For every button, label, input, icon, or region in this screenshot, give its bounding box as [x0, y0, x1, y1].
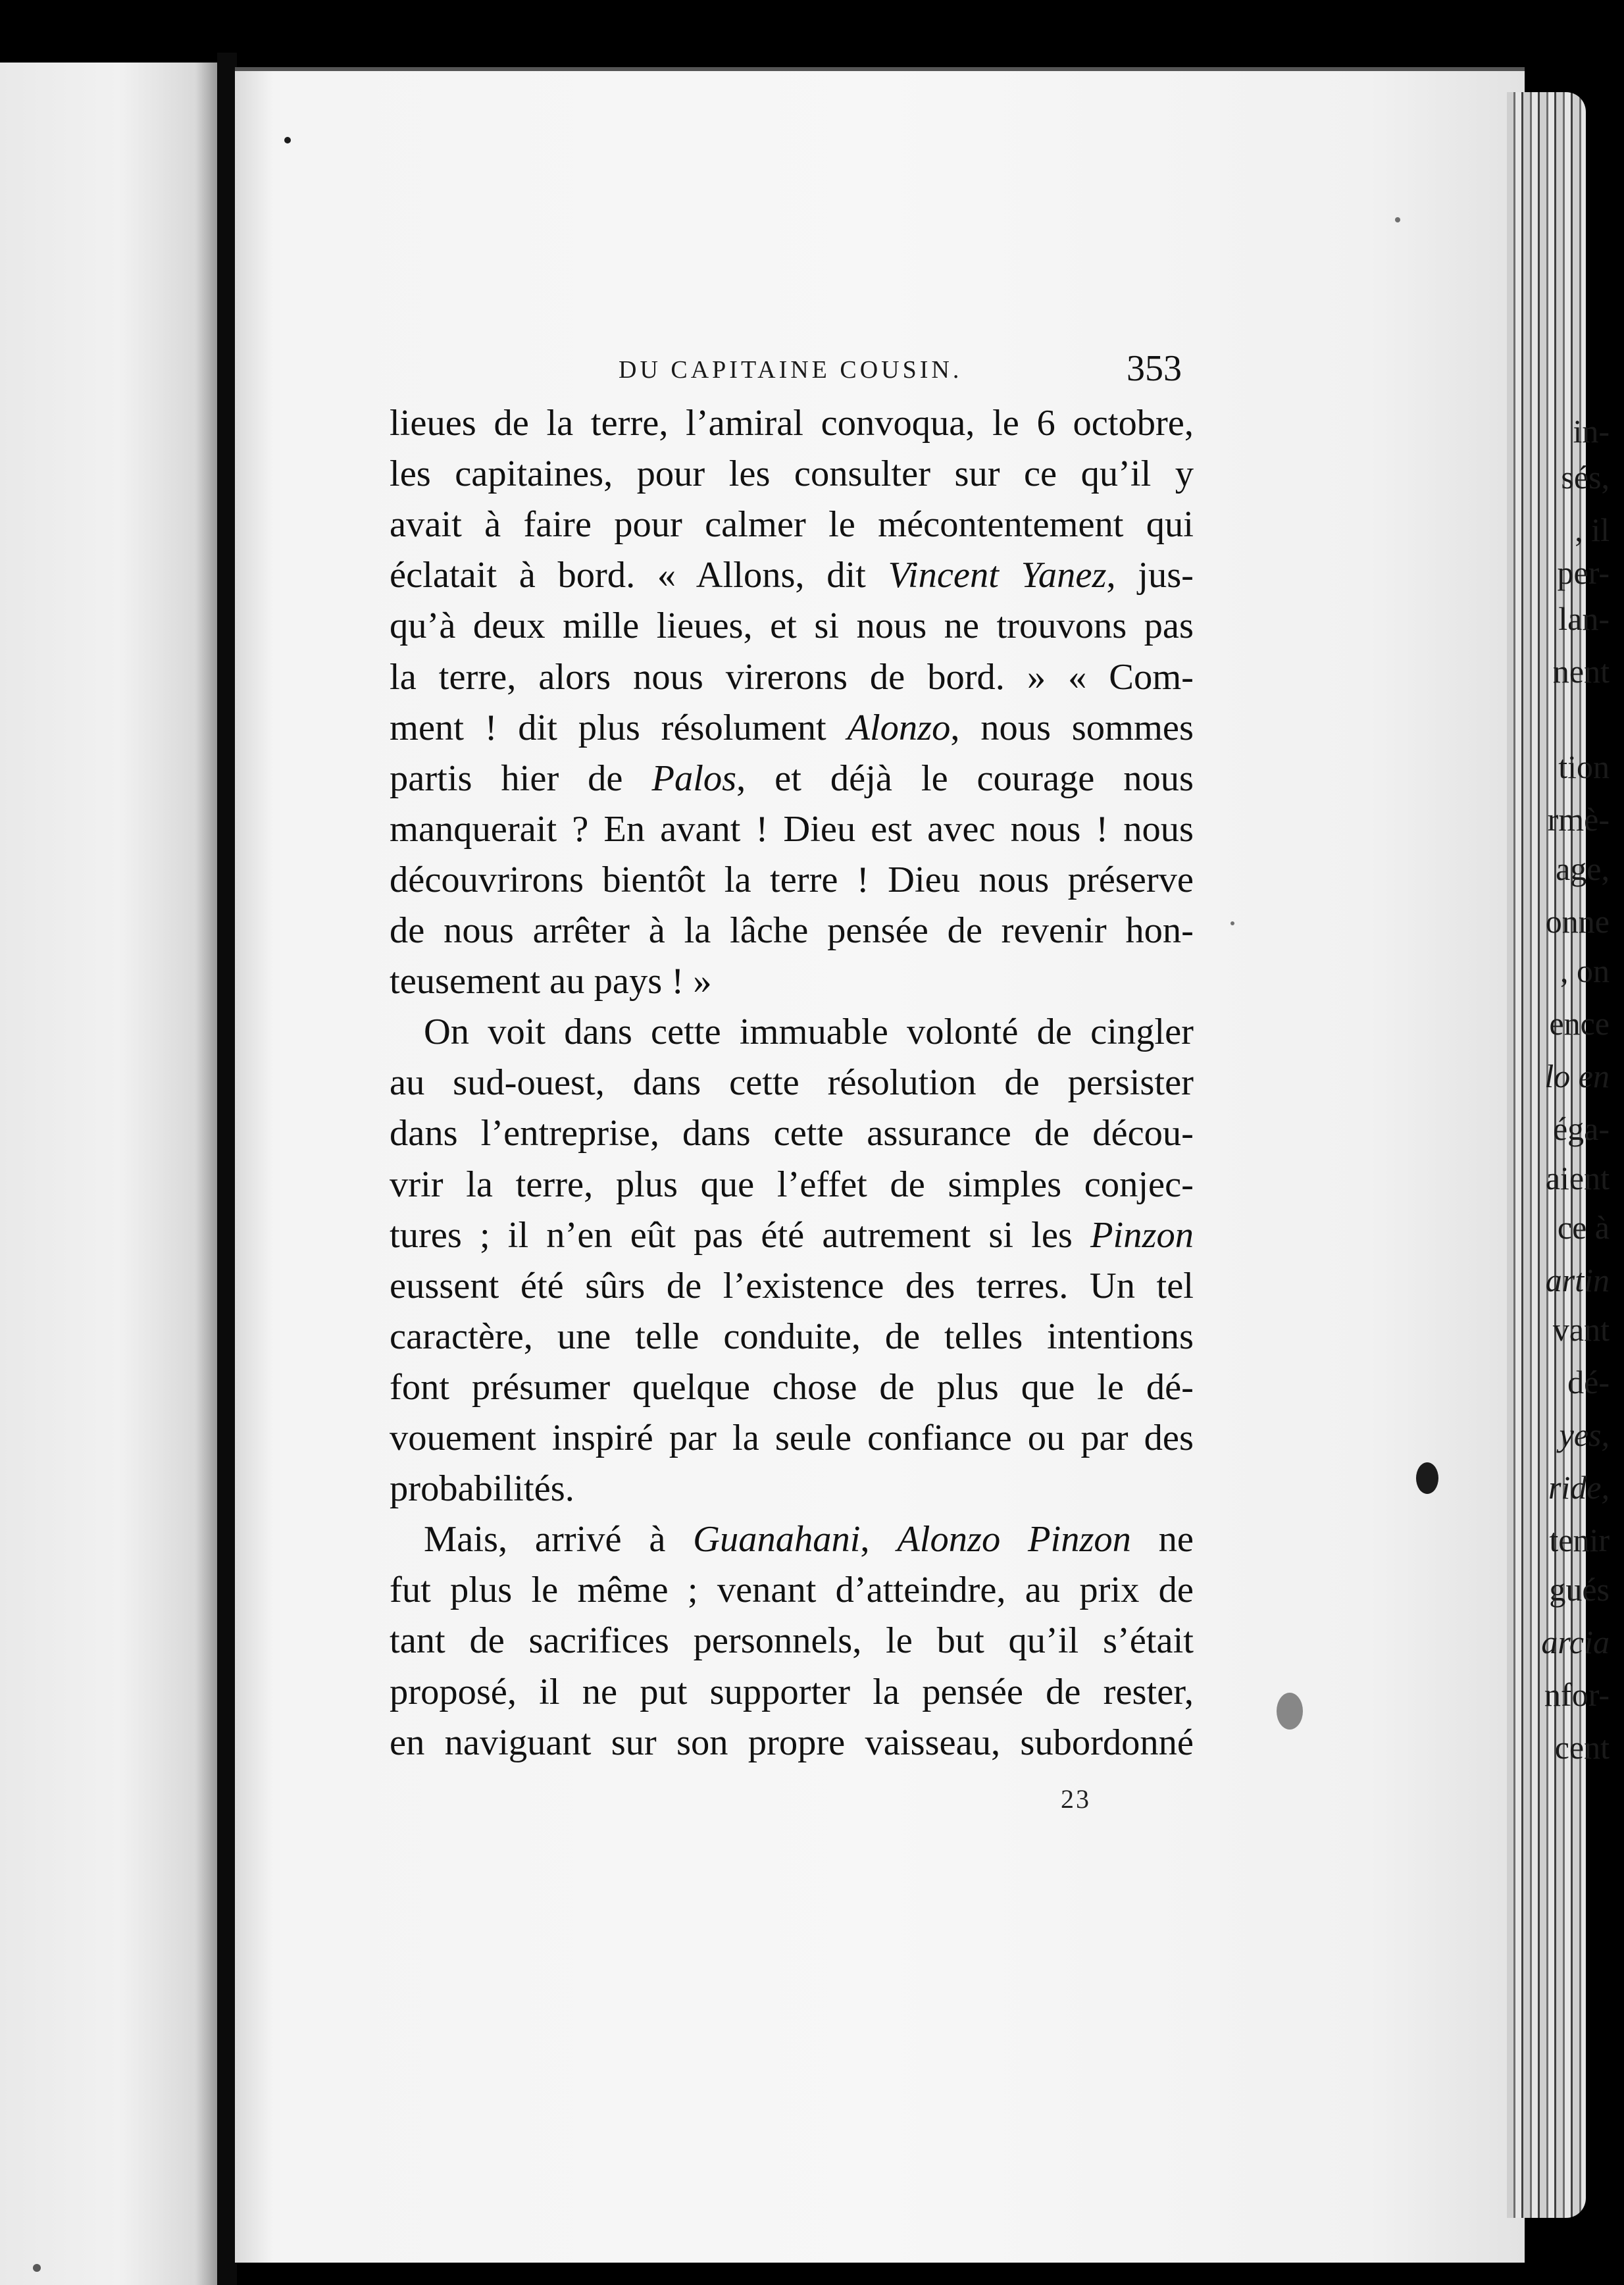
left-page-line: tion: [1558, 748, 1610, 785]
left-page-line: rmè-: [1547, 801, 1610, 838]
body-line: [390, 1671, 1194, 1712]
left-page-line: per-: [1557, 554, 1610, 591]
left-page-line: nfor-: [1544, 1676, 1610, 1713]
text-run: partis hier de: [390, 757, 652, 799]
text-run: ,: [860, 1519, 898, 1560]
italic-name: Vincent Yanez: [888, 555, 1107, 596]
left-page-line: , on: [1560, 952, 1610, 989]
left-page-line: lan-: [1558, 600, 1610, 637]
body-line: [390, 1265, 1194, 1306]
text-run: proposé, il ne put supporter la pensée de rester,: [390, 1671, 1194, 1712]
text-run: ne: [1130, 1519, 1194, 1560]
left-page-line: vant: [1552, 1311, 1610, 1348]
body-line: [390, 1521, 1194, 1558]
body-line: [390, 405, 1194, 442]
ink-speck: [1416, 1462, 1438, 1494]
left-page-line: tenir: [1549, 1522, 1610, 1558]
body-line: [390, 1724, 1194, 1762]
italic-name: Pinzon: [1090, 1214, 1194, 1256]
left-page-line: dé-: [1567, 1364, 1610, 1400]
text-run: manquerait ? En avant ! Dieu est avec nous ! nous: [390, 808, 1194, 850]
text-run: dans l’entreprise, dans cette assurance de décou-: [390, 1113, 1194, 1154]
left-page-line: ence: [1549, 1005, 1610, 1042]
body-line: [390, 861, 1194, 899]
text-run: vouement inspiré par la seule confiance ou par des: [390, 1418, 1194, 1458]
page-edges: [1507, 92, 1586, 2218]
italic-name: Alonzo Pinzon: [897, 1519, 1131, 1560]
ink-speck: [284, 137, 291, 143]
ink-speck: [1231, 921, 1234, 925]
italic-name: Palos: [651, 757, 737, 799]
left-page-line: age,: [1556, 850, 1610, 887]
left-page-line: nent: [1552, 653, 1610, 690]
text-run: éclatait à bord. « Allons, dit: [390, 555, 888, 596]
body-line: [390, 1318, 1194, 1356]
left-page-line: aient: [1545, 1160, 1610, 1196]
body-line: [390, 808, 1194, 850]
ink-speck: [33, 2264, 41, 2272]
body-line: [390, 1572, 1194, 1609]
body-line: [390, 709, 1194, 747]
running-head: DU CAPITAINE COUSIN.: [619, 356, 963, 384]
body-line: [390, 1064, 1194, 1102]
left-page-line: sés,: [1561, 459, 1610, 496]
body-line: [390, 1115, 1194, 1152]
body-line: [390, 1420, 1194, 1457]
left-page-line: onne: [1545, 903, 1610, 940]
book-gutter: [217, 53, 237, 2285]
left-page-line: artin: [1545, 1262, 1610, 1298]
text-run: probabilités.: [390, 1468, 574, 1510]
body-line: [390, 963, 1194, 1000]
body-line: [390, 757, 1194, 799]
ink-speck: [1395, 217, 1400, 222]
text-run: lieues de la terre, l’amiral convoqua, le 6 octobre,: [390, 403, 1194, 444]
text-run: On voit dans cette immuable volonté de cingler: [424, 1012, 1194, 1053]
text-run: teusement au pays ! »: [390, 961, 712, 1002]
italic-name: Guanahani: [693, 1519, 861, 1560]
signature-mark: 23: [1061, 1784, 1091, 1814]
body-line: [390, 1014, 1194, 1051]
left-page-line: arcia: [1541, 1624, 1610, 1660]
text-run: , nous sommes: [950, 707, 1194, 748]
text-run: vrir la terre, plus que l’effet de simples conjec-: [390, 1164, 1194, 1205]
left-facing-page: [0, 63, 217, 2285]
text-run: tures ; il n’en eût pas été autrement si les: [390, 1214, 1091, 1256]
body-line: [390, 656, 1194, 698]
body-line: [390, 607, 1194, 645]
body-line: [390, 557, 1194, 594]
left-page-line: lo en: [1544, 1058, 1610, 1094]
text-run: font présumer quelque chose de plus que le dé-: [390, 1366, 1194, 1408]
text-run: tant de sacrifices personnels, le but qu’il s’était: [390, 1620, 1194, 1662]
left-page-line: ce à: [1557, 1209, 1610, 1246]
left-page-line: , il: [1575, 511, 1610, 548]
text-run: eussent été sûrs de l’existence des terres. Un tel: [390, 1265, 1194, 1306]
text-run: , jus-: [1106, 555, 1194, 596]
left-page-line: ride,: [1548, 1469, 1610, 1506]
left-page-line: gués: [1549, 1571, 1610, 1608]
left-page-line: éga-: [1552, 1110, 1610, 1147]
page-number: 353: [1127, 348, 1182, 389]
body-line: [390, 455, 1194, 493]
text-run: qu’à deux mille lieues, et si nous ne trouvons pas: [390, 605, 1194, 647]
left-page-line: cent: [1554, 1729, 1610, 1766]
text-run: au sud-ouest, dans cette résolution de persister: [390, 1062, 1194, 1104]
left-page-line: in-: [1573, 413, 1610, 449]
text-run: découvrirons bientôt la terre ! Dieu nous préserve: [390, 859, 1194, 900]
text-run: caractère, une telle conduite, de telles intentions: [390, 1316, 1194, 1357]
text-run: ment ! dit plus résolument: [390, 707, 848, 748]
italic-name: Alonzo: [847, 707, 951, 748]
body-line: [390, 1366, 1194, 1408]
text-run: la terre, alors nous virerons de bord. » « Com-: [390, 656, 1194, 698]
text-run: Mais, arrivé à: [424, 1519, 694, 1560]
text-run: fut plus le même ; venant d’atteindre, au prix de: [390, 1570, 1194, 1611]
text-run: les capitaines, pour les consulter sur ce qu’il y: [390, 453, 1194, 495]
left-page-line: yes,: [1559, 1416, 1610, 1453]
body-line: [390, 912, 1194, 950]
text-run: de nous arrêter à la lâche pensée de revenir hon-: [390, 910, 1194, 951]
text-run: avait à faire pour calmer le mécontentement qui: [390, 504, 1194, 546]
body-line: [390, 1470, 1194, 1508]
body-line: [390, 1214, 1194, 1256]
text-run: en naviguant sur son propre vaisseau, subordonné: [390, 1722, 1194, 1763]
ink-speck: [1277, 1693, 1303, 1730]
text-run: , et déjà le courage nous: [736, 757, 1194, 799]
body-line: [390, 506, 1194, 544]
body-line: [390, 1166, 1194, 1204]
body-line: [390, 1622, 1194, 1660]
